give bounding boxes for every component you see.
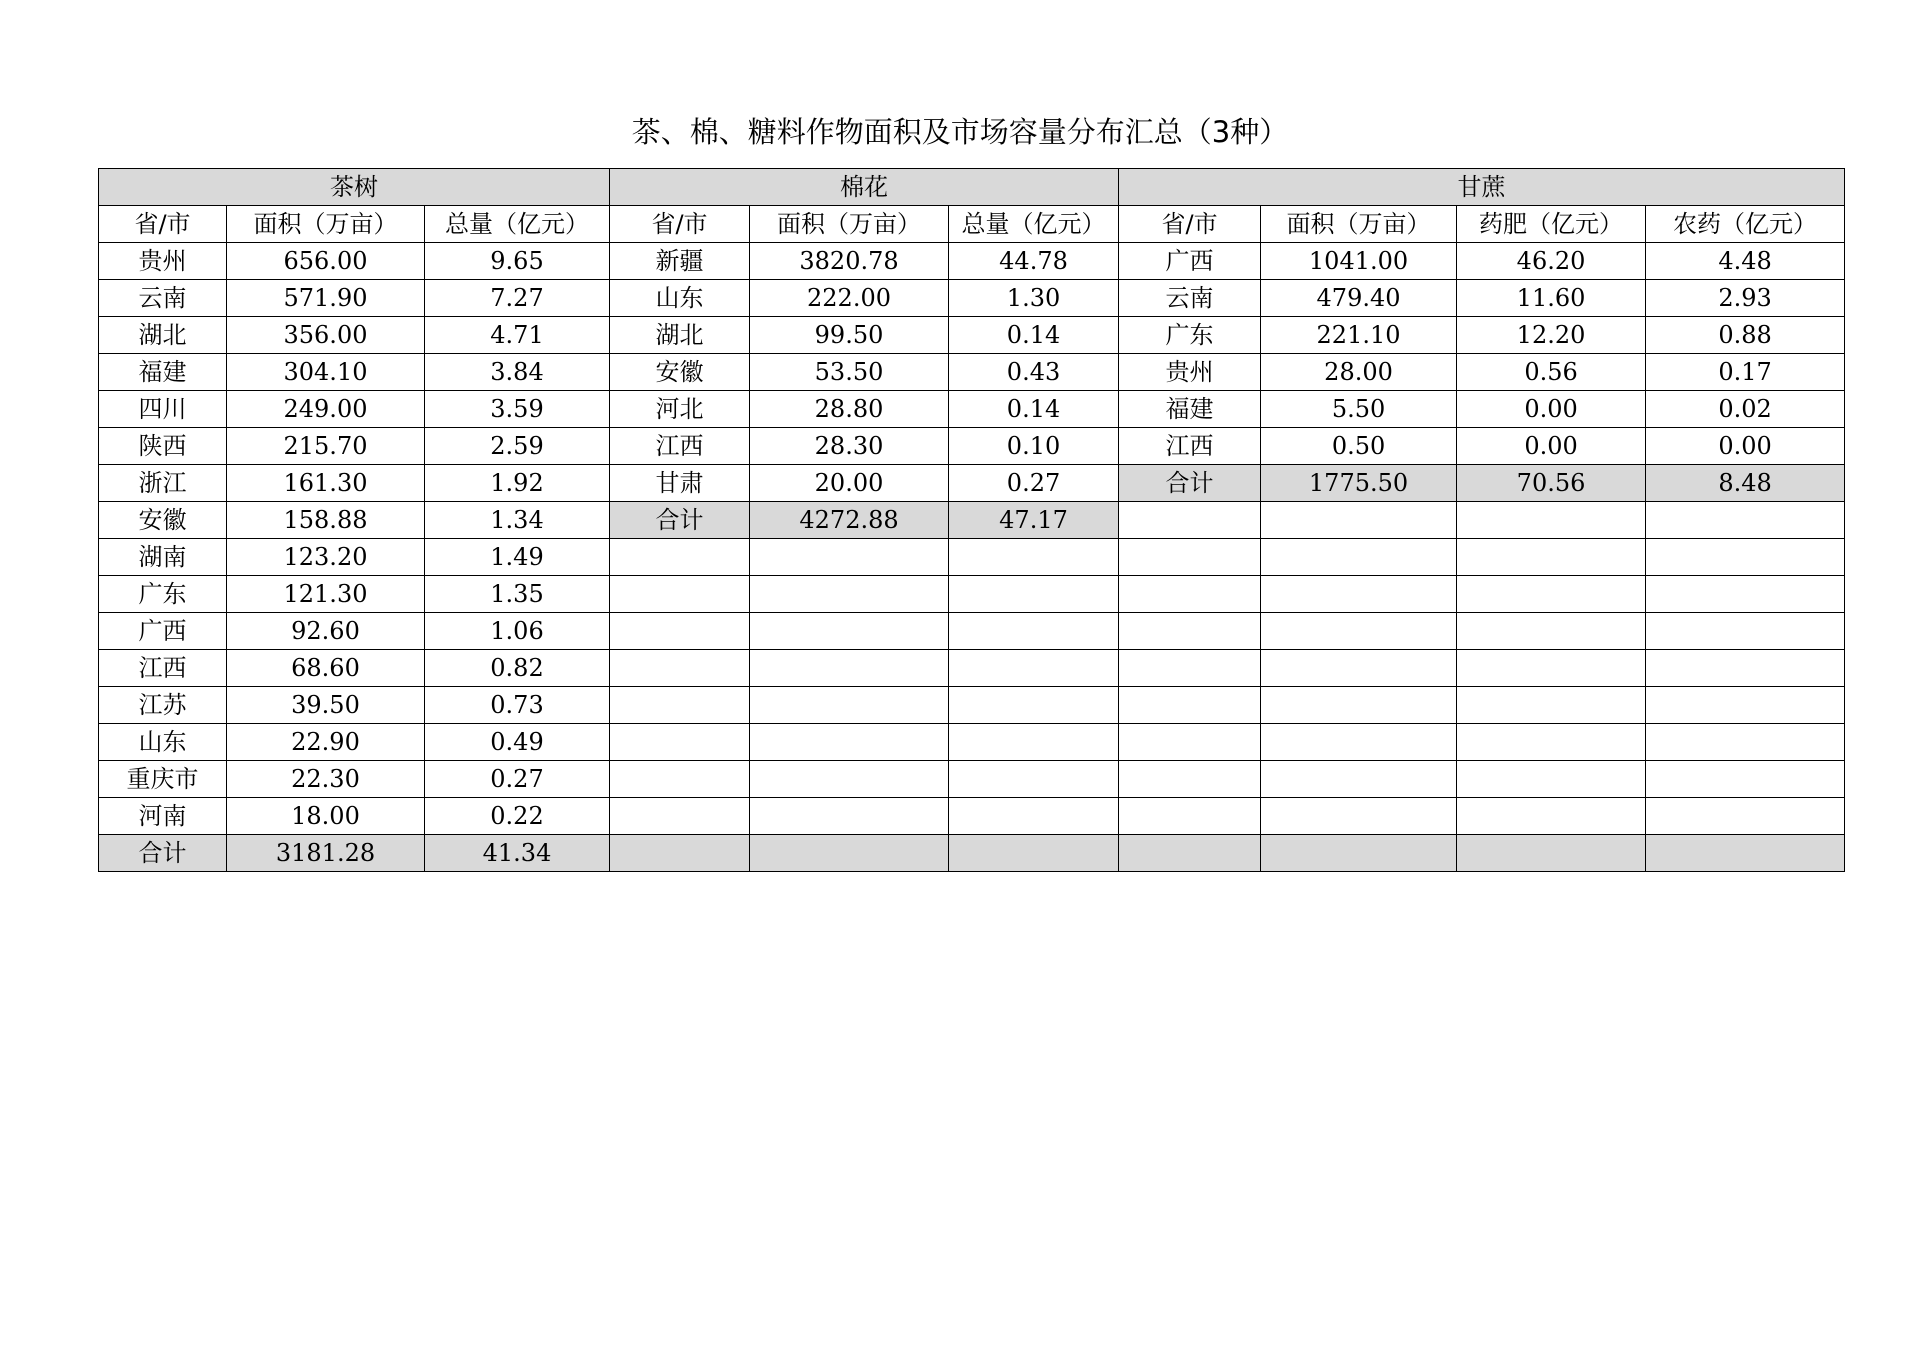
empty-cell [1646, 687, 1845, 724]
sugarcane-value-cell: 11.60 [1457, 280, 1646, 317]
sugarcane-value-cell: 12.20 [1457, 317, 1646, 354]
tea-province-cell: 湖北 [99, 317, 227, 354]
empty-cell [610, 650, 750, 687]
empty-cell [949, 539, 1119, 576]
empty-cell [750, 798, 949, 835]
tea-value-cell: 18.00 [227, 798, 425, 835]
empty-cell [750, 613, 949, 650]
empty-cell [610, 835, 750, 872]
cotton-value-cell: 53.50 [750, 354, 949, 391]
empty-cell [949, 613, 1119, 650]
cotton-total-label: 合计 [610, 502, 750, 539]
sugarcane-value-cell: 0.56 [1457, 354, 1646, 391]
tea-province-cell: 江苏 [99, 687, 227, 724]
empty-cell [1119, 539, 1261, 576]
column-header-row [99, 206, 1845, 243]
tea-value-cell: 304.10 [227, 354, 425, 391]
cotton-total-cell: 47.17 [949, 502, 1119, 539]
cotton-province-cell: 湖北 [610, 317, 750, 354]
tea-value-cell: 656.00 [227, 243, 425, 280]
cotton-value-cell: 0.10 [949, 428, 1119, 465]
empty-cell [1646, 798, 1845, 835]
tea-province-cell: 山东 [99, 724, 227, 761]
tea-value-cell: 68.60 [227, 650, 425, 687]
sugarcane-value-cell: 5.50 [1261, 391, 1457, 428]
tea-province-cell: 陕西 [99, 428, 227, 465]
cotton-province-cell: 河北 [610, 391, 750, 428]
empty-cell [750, 650, 949, 687]
sugarcane-total-cell: 1775.50 [1261, 465, 1457, 502]
tea-province-cell: 江西 [99, 650, 227, 687]
column-header: 省/市 [1119, 206, 1261, 243]
empty-cell [1119, 502, 1261, 539]
empty-cell [750, 576, 949, 613]
empty-cell [1261, 650, 1457, 687]
sugarcane-value-cell: 2.93 [1646, 280, 1845, 317]
table-row [99, 465, 1845, 502]
sugarcane-province-cell: 云南 [1119, 280, 1261, 317]
column-header: 省/市 [99, 206, 227, 243]
empty-cell [1261, 687, 1457, 724]
cotton-value-cell: 20.00 [750, 465, 949, 502]
tea-total-cell: 3181.28 [227, 835, 425, 872]
cotton-value-cell: 3820.78 [750, 243, 949, 280]
column-header: 面积（万亩） [227, 206, 425, 243]
cotton-province-cell: 新疆 [610, 243, 750, 280]
group-header-tea: 茶树 [99, 169, 610, 206]
empty-cell [1646, 613, 1845, 650]
tea-province-cell: 安徽 [99, 502, 227, 539]
empty-cell [1119, 761, 1261, 798]
table-row [99, 280, 1845, 317]
cotton-value-cell: 0.27 [949, 465, 1119, 502]
cotton-value-cell: 28.30 [750, 428, 949, 465]
summary-table [98, 168, 1845, 872]
tea-province-cell: 广东 [99, 576, 227, 613]
empty-cell [610, 798, 750, 835]
table-row [99, 687, 1845, 724]
empty-cell [610, 687, 750, 724]
tea-value-cell: 7.27 [425, 280, 610, 317]
table-row [99, 502, 1845, 539]
tea-province-cell: 湖南 [99, 539, 227, 576]
tea-value-cell: 2.59 [425, 428, 610, 465]
tea-value-cell: 249.00 [227, 391, 425, 428]
column-header: 药肥（亿元） [1457, 206, 1646, 243]
tea-province-cell: 河南 [99, 798, 227, 835]
table-row [99, 428, 1845, 465]
sugarcane-value-cell: 0.88 [1646, 317, 1845, 354]
empty-cell [1646, 724, 1845, 761]
empty-cell [1261, 576, 1457, 613]
tea-value-cell: 4.71 [425, 317, 610, 354]
table-row [99, 613, 1845, 650]
table-row [99, 354, 1845, 391]
empty-cell [1119, 650, 1261, 687]
sugarcane-value-cell: 4.48 [1646, 243, 1845, 280]
group-header-cotton: 棉花 [610, 169, 1119, 206]
empty-cell [1457, 761, 1646, 798]
empty-cell [1457, 539, 1646, 576]
empty-cell [1646, 761, 1845, 798]
tea-value-cell: 22.90 [227, 724, 425, 761]
cotton-value-cell: 0.14 [949, 317, 1119, 354]
table-row [99, 317, 1845, 354]
sugarcane-value-cell: 0.17 [1646, 354, 1845, 391]
empty-cell [949, 650, 1119, 687]
empty-cell [1261, 539, 1457, 576]
empty-cell [1119, 613, 1261, 650]
tea-province-cell: 四川 [99, 391, 227, 428]
column-header: 总量（亿元） [425, 206, 610, 243]
tea-value-cell: 0.22 [425, 798, 610, 835]
tea-value-cell: 39.50 [227, 687, 425, 724]
cotton-value-cell: 0.43 [949, 354, 1119, 391]
empty-cell [949, 798, 1119, 835]
tea-value-cell: 3.59 [425, 391, 610, 428]
empty-cell [1261, 502, 1457, 539]
empty-cell [949, 724, 1119, 761]
tea-value-cell: 1.06 [425, 613, 610, 650]
column-header: 面积（万亩） [750, 206, 949, 243]
sugarcane-value-cell: 46.20 [1457, 243, 1646, 280]
empty-cell [1457, 650, 1646, 687]
sugarcane-value-cell: 28.00 [1261, 354, 1457, 391]
table-row [99, 724, 1845, 761]
tea-value-cell: 1.49 [425, 539, 610, 576]
cotton-province-cell: 安徽 [610, 354, 750, 391]
sugarcane-value-cell: 1041.00 [1261, 243, 1457, 280]
empty-cell [610, 724, 750, 761]
empty-cell [750, 761, 949, 798]
empty-cell [1119, 724, 1261, 761]
tea-value-cell: 0.73 [425, 687, 610, 724]
tea-province-cell: 广西 [99, 613, 227, 650]
sugarcane-province-cell: 贵州 [1119, 354, 1261, 391]
cotton-value-cell: 222.00 [750, 280, 949, 317]
sugarcane-value-cell: 0.00 [1646, 428, 1845, 465]
table-row [99, 650, 1845, 687]
cotton-value-cell: 28.80 [750, 391, 949, 428]
sugarcane-province-cell: 福建 [1119, 391, 1261, 428]
empty-cell [750, 835, 949, 872]
table-row [99, 576, 1845, 613]
sugarcane-total-cell: 8.48 [1646, 465, 1845, 502]
empty-cell [1646, 539, 1845, 576]
empty-cell [1646, 502, 1845, 539]
empty-cell [1261, 761, 1457, 798]
cotton-province-cell: 山东 [610, 280, 750, 317]
sugarcane-province-cell: 江西 [1119, 428, 1261, 465]
tea-value-cell: 215.70 [227, 428, 425, 465]
tea-value-cell: 22.30 [227, 761, 425, 798]
table-row [99, 761, 1845, 798]
tea-value-cell: 0.82 [425, 650, 610, 687]
empty-cell [1261, 724, 1457, 761]
column-header: 面积（万亩） [1261, 206, 1457, 243]
tea-value-cell: 9.65 [425, 243, 610, 280]
tea-value-cell: 0.49 [425, 724, 610, 761]
cotton-province-cell: 甘肃 [610, 465, 750, 502]
empty-cell [949, 687, 1119, 724]
group-header-row [99, 169, 1845, 206]
empty-cell [1457, 576, 1646, 613]
tea-value-cell: 161.30 [227, 465, 425, 502]
empty-cell [1119, 576, 1261, 613]
empty-cell [949, 835, 1119, 872]
tea-province-cell: 贵州 [99, 243, 227, 280]
table-row [99, 835, 1845, 872]
tea-value-cell: 1.34 [425, 502, 610, 539]
cotton-total-cell: 4272.88 [750, 502, 949, 539]
empty-cell [1457, 613, 1646, 650]
column-header: 农药（亿元） [1646, 206, 1845, 243]
sugarcane-value-cell: 0.02 [1646, 391, 1845, 428]
tea-total-cell: 41.34 [425, 835, 610, 872]
empty-cell [1261, 798, 1457, 835]
sugarcane-value-cell: 0.00 [1457, 391, 1646, 428]
empty-cell [610, 761, 750, 798]
cotton-value-cell: 0.14 [949, 391, 1119, 428]
tea-value-cell: 3.84 [425, 354, 610, 391]
empty-cell [949, 576, 1119, 613]
tea-value-cell: 123.20 [227, 539, 425, 576]
sugarcane-total-cell: 70.56 [1457, 465, 1646, 502]
table-row [99, 391, 1845, 428]
tea-value-cell: 1.92 [425, 465, 610, 502]
cotton-value-cell: 44.78 [949, 243, 1119, 280]
tea-value-cell: 1.35 [425, 576, 610, 613]
group-header-sugarcane: 甘蔗 [1119, 169, 1845, 206]
tea-province-cell: 浙江 [99, 465, 227, 502]
empty-cell [949, 761, 1119, 798]
empty-cell [1457, 724, 1646, 761]
empty-cell [1119, 835, 1261, 872]
sugarcane-total-label: 合计 [1119, 465, 1261, 502]
empty-cell [750, 724, 949, 761]
empty-cell [610, 576, 750, 613]
tea-value-cell: 0.27 [425, 761, 610, 798]
tea-province-cell: 福建 [99, 354, 227, 391]
empty-cell [750, 539, 949, 576]
page-title: 茶、棉、糖料作物面积及市场容量分布汇总（3种） [631, 115, 1289, 149]
empty-cell [1119, 798, 1261, 835]
empty-cell [750, 687, 949, 724]
empty-cell [1457, 502, 1646, 539]
tea-value-cell: 158.88 [227, 502, 425, 539]
empty-cell [1457, 835, 1646, 872]
tea-value-cell: 571.90 [227, 280, 425, 317]
empty-cell [1646, 576, 1845, 613]
empty-cell [610, 613, 750, 650]
cotton-province-cell: 江西 [610, 428, 750, 465]
table-row [99, 539, 1845, 576]
empty-cell [1261, 613, 1457, 650]
tea-value-cell: 121.30 [227, 576, 425, 613]
tea-province-cell: 云南 [99, 280, 227, 317]
tea-province-cell: 重庆市 [99, 761, 227, 798]
column-header: 省/市 [610, 206, 750, 243]
empty-cell [1119, 687, 1261, 724]
empty-cell [610, 539, 750, 576]
empty-cell [1457, 798, 1646, 835]
sugarcane-province-cell: 广西 [1119, 243, 1261, 280]
tea-value-cell: 92.60 [227, 613, 425, 650]
tea-value-cell: 356.00 [227, 317, 425, 354]
empty-cell [1457, 687, 1646, 724]
tea-total-label: 合计 [99, 835, 227, 872]
sugarcane-value-cell: 0.50 [1261, 428, 1457, 465]
cotton-value-cell: 1.30 [949, 280, 1119, 317]
column-header: 总量（亿元） [949, 206, 1119, 243]
table-row [99, 243, 1845, 280]
sugarcane-value-cell: 479.40 [1261, 280, 1457, 317]
table-row [99, 798, 1845, 835]
cotton-value-cell: 99.50 [750, 317, 949, 354]
sugarcane-value-cell: 221.10 [1261, 317, 1457, 354]
sugarcane-value-cell: 0.00 [1457, 428, 1646, 465]
sugarcane-province-cell: 广东 [1119, 317, 1261, 354]
empty-cell [1646, 835, 1845, 872]
empty-cell [1646, 650, 1845, 687]
empty-cell [1261, 835, 1457, 872]
